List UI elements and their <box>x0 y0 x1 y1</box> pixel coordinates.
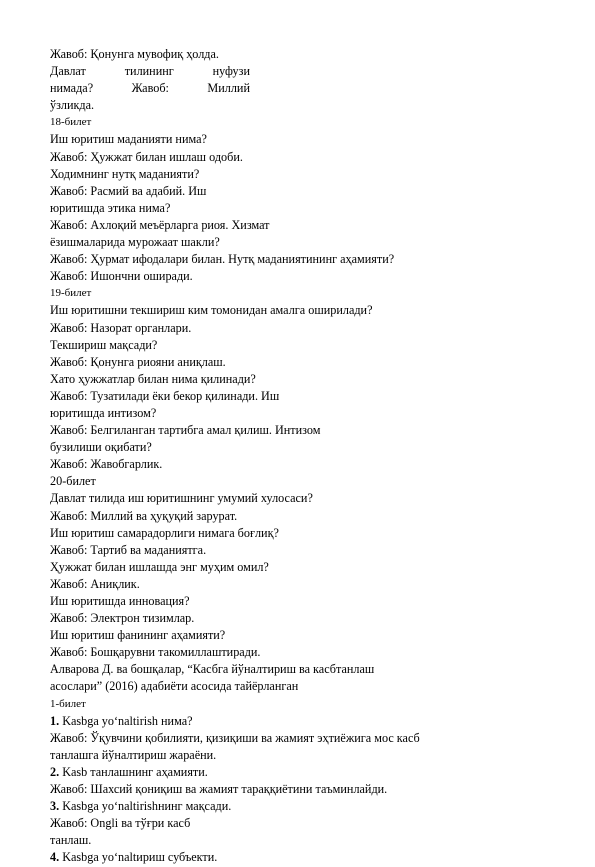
answer-line: Жавоб: Ўқувчини қобилияти, қизиқиши ва жамият эҳтиёжига мос касб <box>50 730 420 745</box>
answer-line: Жавоб: Қонунга мувофиқ ҳолда. <box>50 47 219 61</box>
text-line: юритишда интизом? <box>50 405 157 420</box>
question-line: Иш юритиш маданияти нима? <box>50 132 207 147</box>
answer-line: Жавоб: Шахсий қониқиш ва жамият тараққиётини таъминлайди. <box>50 782 388 797</box>
question-number: 3. <box>50 799 60 814</box>
question-line: Ходимнинг нутқ маданияти? <box>50 166 200 181</box>
answer-line: Жавоб: Электрон тизимлар. <box>50 611 195 626</box>
question-line-justified <box>50 80 250 97</box>
question-number: 1. <box>50 713 60 728</box>
question-text: Kasbga yo‘naltириш субъекти. <box>59 850 218 865</box>
answer-line: Жавоб: Ишончни оширади. <box>50 269 193 284</box>
question-number: 2. <box>50 764 60 779</box>
answer-line: Жавоб: Тартиб ва маданиятга. <box>50 542 207 557</box>
answer-line: Жавоб: Ҳурмат ифодалари билан. Нутқ маданиятининг аҳамияти? <box>50 252 395 267</box>
question-line: Иш юритиш самарадорлиги нимага боғлиқ? <box>50 525 279 540</box>
word: Давлат <box>50 64 86 79</box>
document-page <box>50 46 550 867</box>
question-text: Kasb танлашнинг аҳамияти. <box>59 764 208 779</box>
text-line: танлашга йўналтириш жараёни. <box>50 747 217 762</box>
answer-line: Жавоб: Ongli ва тўғри касб <box>50 816 191 831</box>
answer-line: Жавоб: Ахлоқий меъёрларга риоя. Хизмат <box>50 217 270 232</box>
answer-line: Жавоб: Белгиланган тартибга амал қилиш. Интизом <box>50 423 321 438</box>
answer-line: ўзликда. <box>50 98 95 113</box>
question-line-justified <box>50 63 250 80</box>
question-line: Текшириш мақсади? <box>50 337 158 352</box>
question-number: 4. <box>50 850 60 865</box>
ticket-heading: 19-билет <box>50 287 92 300</box>
text-line: танлаш. <box>50 833 92 848</box>
question-line: Иш юритиш фанининг аҳамияти? <box>50 628 226 643</box>
question-line: Ҳужжат билан ишлашда энг муҳим омил? <box>50 559 269 574</box>
source-line: асослари” (2016) адабиёти асосида тайёрланган <box>50 679 299 694</box>
question-line: Иш юритишни текшириш ким томонидан амалга оширилади? <box>50 303 373 318</box>
answer-line: Жавоб: Аниқлик. <box>50 576 140 591</box>
ticket-heading: 20-билет <box>50 474 96 489</box>
numbered-question <box>50 764 550 781</box>
answer-line: Жавоб: Қонунга риояни аниқлаш. <box>50 354 226 369</box>
answer-line: Жавоб: Жавобгарлик. <box>50 457 163 472</box>
ticket-heading: 1-билет <box>50 697 86 710</box>
answer-line: Жавоб: Миллий ва ҳуқуқий зарурат. <box>50 508 238 523</box>
question-line: Хато ҳужжатлар билан нима қилинади? <box>50 371 256 386</box>
numbered-question <box>50 798 550 815</box>
numbered-question <box>50 849 550 866</box>
answer-line: Жавоб: Тузатилади ёки бекор қилинади. Иш <box>50 388 280 403</box>
question-line: Иш юритишда инновация? <box>50 594 190 608</box>
answer-line: Жавоб: Ҳужжат билан ишлаш одоби. <box>50 149 243 164</box>
word: тилининг <box>124 64 174 79</box>
word: Жавоб: <box>131 81 169 96</box>
numbered-question <box>50 713 550 730</box>
question-text: Kasbga yo‘naltirish нима? <box>59 713 193 728</box>
source-line: Алварова Д. ва бошқалар, “Касбга йўналтириш ва касбтанлаш <box>50 662 375 677</box>
word: Миллий <box>207 81 250 96</box>
ticket-heading: 18-билет <box>50 116 92 129</box>
question-text: Kasbga yo‘naltirishнинг мақсади. <box>59 799 232 814</box>
text-line: юритишда этика нима? <box>50 200 171 215</box>
answer-line: Жавоб: Расмий ва адабий. Иш <box>50 183 207 198</box>
text-line: бузилиши оқибати? <box>50 440 152 455</box>
answer-line: Жавоб: Бошқарувни такомиллаштиради. <box>50 645 261 660</box>
word: нимада? <box>50 81 94 96</box>
word: нуфузи <box>212 64 250 79</box>
question-line: Давлат тилида иш юритишнинг умумий хулосаси? <box>50 491 313 506</box>
text-line: ёзишмаларида мурожаат шакли? <box>50 235 220 250</box>
answer-line: Жавоб: Назорат органлари. <box>50 320 192 335</box>
